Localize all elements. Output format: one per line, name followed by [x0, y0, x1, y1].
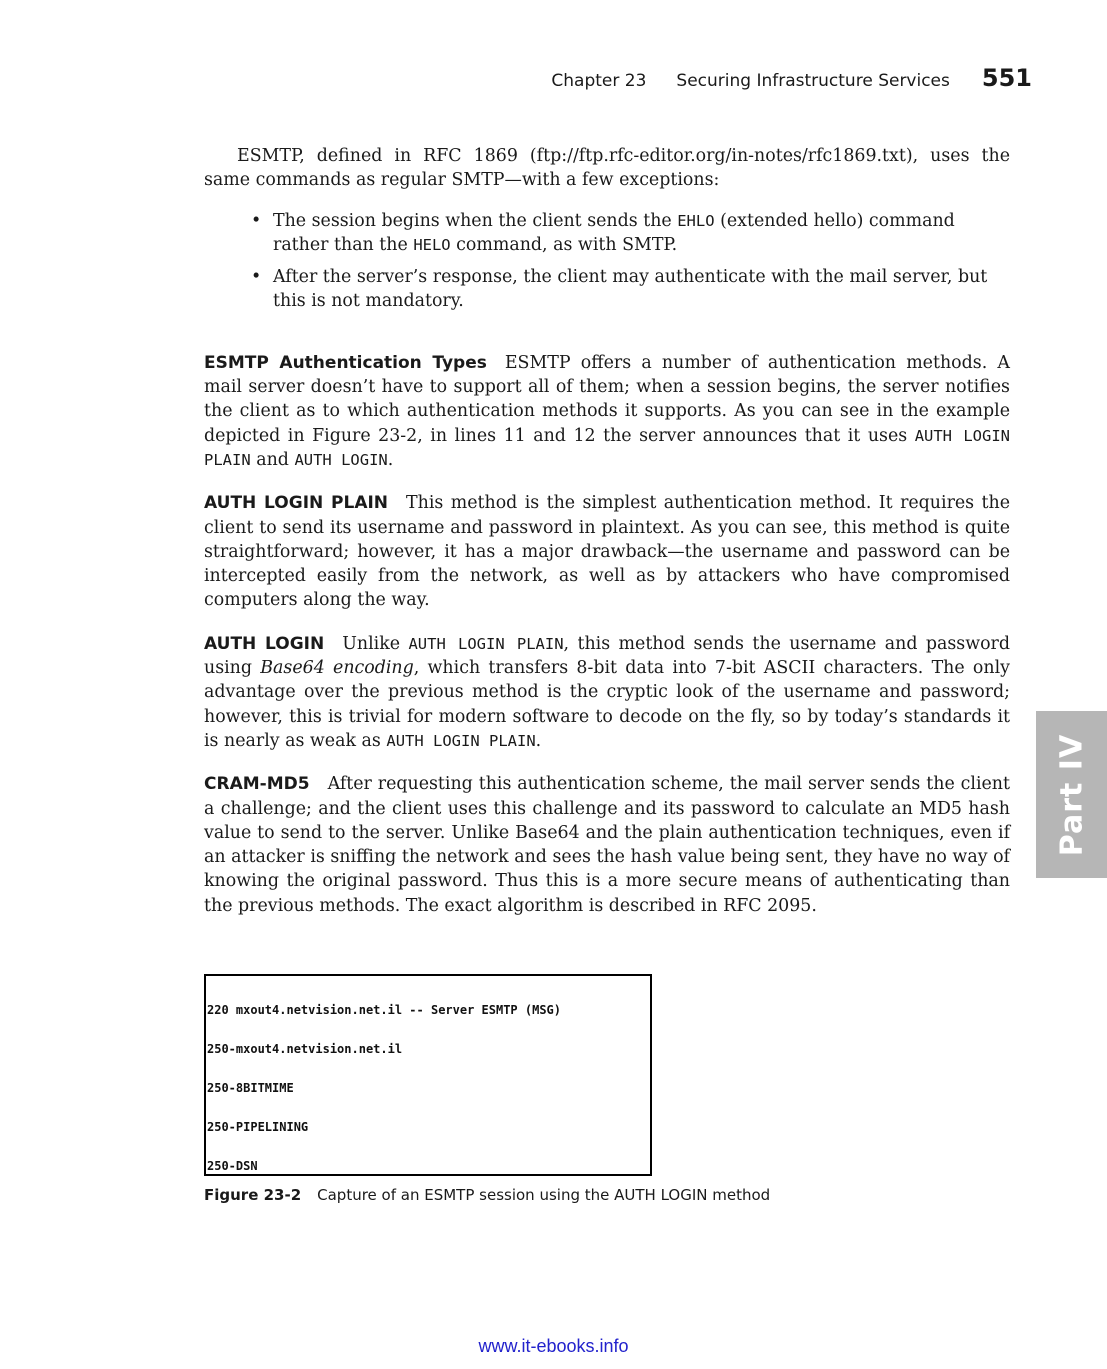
esmtp-session-capture [204, 974, 652, 1176]
terminal-line: 250-PIPELINING [207, 1120, 309, 1134]
figure-caption [204, 1186, 770, 1204]
footer-link[interactable]: www.it-ebooks.info [478, 1336, 629, 1356]
figure-caption-text: Capture of an ESMTP session using the AUTH LOGIN method [317, 1186, 771, 1204]
section-title: Securing Infrastructure Services [676, 71, 950, 91]
terminal-line: 250-8BITMIME [207, 1081, 294, 1095]
section-heading: AUTH LOGIN [204, 633, 325, 654]
part-tab-label: Part IV [1054, 733, 1089, 856]
page-number: 551 [981, 64, 1032, 92]
list-item: • The session begins when the client sends the EHLO (extended hello) command rather than the HELO command, as with SMTP. [273, 209, 1010, 258]
section-heading: CRAM-MD5 [204, 774, 310, 795]
terminal-line: 250-mxout4.netvision.net.il [207, 1042, 403, 1056]
section-esmtp-auth-types: ESMTP Authentication Types ESMTP offers a number of authentication methods. A mail server doesn’t have to support all of them; when a session begins, the server notifies the client as to which authentication methods it supports. As you can see in the example depicted in Figure 23-2, in lines 11 and 12 the server announces that it uses AUTH LOGIN PLAIN and AUTH LOGIN. [204, 352, 1010, 470]
section-heading: ESMTP Authentication Types [204, 352, 487, 373]
exceptions-list [204, 209, 1010, 314]
intro-paragraph: ESMTP, defined in RFC 1869 (ftp://ftp.rfc-editor.org/in-notes/rfc1869.txt), uses the same commands as regular SMTP—with a few exceptions: [204, 146, 1010, 191]
list-item: • After the server’s response, the client may authenticate with the mail server, but this is not mandatory. [273, 265, 1010, 314]
terminal-line: 250-DSN [207, 1159, 258, 1173]
terminal-line: 220 mxout4.netvision.net.il -- Server ESMTP (MSG) [207, 1003, 562, 1017]
figure-label: Figure 23-2 [204, 1186, 302, 1204]
section-auth-login-plain: AUTH LOGIN PLAIN This method is the simplest authentication method. It requires the client to send its username and password in plaintext. As you can see, this method is quite straightforward; however, it has a major drawback—the username and password can be intercepted easily from the network, as well as by attackers who have compromised computers along the way. [204, 493, 1010, 611]
running-header [551, 64, 1032, 92]
section-auth-login: AUTH LOGIN Unlike AUTH LOGIN PLAIN, this method sends the username and password using Base64 encoding, which transfers 8-bit data into 7-bit ASCII characters. The only advantage over the previous method is the cryptic look of the username and password; however, this is trivial for modern software to decode on the fly, so by today’s standards it is nearly as weak as AUTH LOGIN PLAIN. [204, 633, 1011, 751]
main-content [204, 144, 1010, 918]
part-tab [1036, 711, 1107, 878]
chapter-label: Chapter 23 [551, 71, 647, 91]
section-heading: AUTH LOGIN PLAIN [204, 493, 389, 514]
section-cram-md5: CRAM-MD5 After requesting this authentication scheme, the mail server sends the client a challenge; and the client uses this challenge and its password to calculate an MD5 hash value to send to the server. Unlike Base64 and the plain authentication techniques, even if an attacker is sniffing the network and sees the hash value being sent, they have no way of knowing the original password. Thus this is a more secure means of authenticating than the previous methods. The exact algorithm is described in RFC 2095. [204, 774, 1010, 916]
